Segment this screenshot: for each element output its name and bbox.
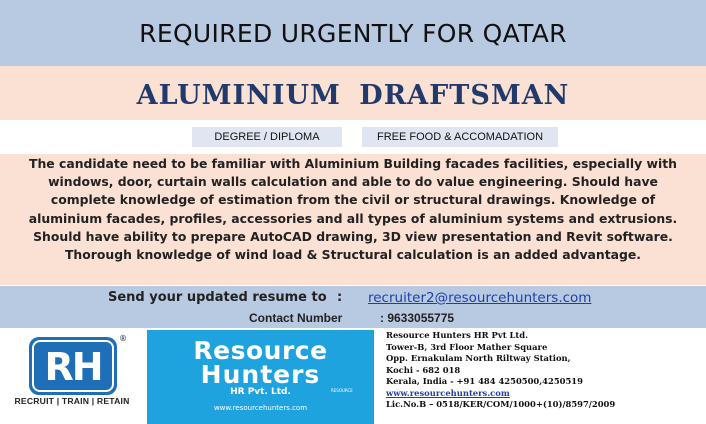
description-line: windows, door, curtain walls calculation and able to do value engineering. Should have	[48, 174, 658, 190]
description-line: The candidate need to be familiar with Aluminium Building facades facilities, especially with	[29, 156, 677, 171]
logo-word-resource: Resource	[193, 336, 328, 365]
rh-logo-icon	[28, 336, 118, 396]
logo-company-suffix: HR Pvt. Ltd.	[230, 387, 291, 397]
registered-mark: ®	[119, 334, 127, 343]
send-resume-colon: :	[337, 290, 343, 305]
resource-hunters-logo	[147, 330, 374, 424]
contact-number-label: Contact Number	[249, 311, 343, 325]
address-line: Tower-B, 3rd Floor Mather Square	[386, 341, 548, 352]
rh-tagline: RECRUIT | TRAIN | RETAIN	[14, 396, 130, 406]
licence-number: Lic.No.B – 0518/KER/COM/1000+(10)/8597/2009	[386, 399, 616, 409]
job-title: ALUMINIUM DRAFTSMAN	[136, 80, 570, 111]
address-company: Resource Hunters HR Pvt Ltd.	[386, 330, 529, 340]
job-description	[6, 155, 700, 264]
page-title: REQUIRED URGENTLY FOR QATAR	[139, 19, 567, 48]
rh-mark: RH	[44, 345, 102, 389]
benefit-tag: FREE FOOD & ACCOMADATION	[362, 127, 558, 147]
logo-small-mark: RESOURCE	[331, 388, 353, 393]
contact-band	[0, 286, 706, 328]
send-resume-label: Send your updated resume to	[108, 290, 327, 305]
address-line: Opp. Ernakulam North Riltway Station,	[386, 353, 571, 363]
address-website-link[interactable]: www.resourcehunters.com	[386, 387, 510, 398]
description-line: Thorough knowledge of wind load & Structural calculation is an added advantage.	[64, 247, 642, 263]
email-link[interactable]: recruiter2@resourcehunters.com	[368, 290, 592, 306]
contact-number: : 9633055775	[380, 311, 455, 325]
company-address	[386, 330, 704, 411]
address-line: Kochi - 682 018	[386, 364, 461, 375]
description-line: complete knowledge of estimation from the civil or structural drawings. Knowledge of	[50, 192, 656, 208]
qualification-tag: DEGREE / DIPLOMA	[192, 127, 342, 147]
description-line: Should have ability to prepare AutoCAD drawing, 3D view presentation and Revit software.	[33, 228, 673, 244]
logo-word-hunters: Hunters	[200, 360, 321, 389]
logo-website: www.resourcehunters.com	[213, 404, 308, 412]
address-line: Kerala, India - +91 484 4250500,4250519	[386, 376, 583, 386]
description-line: aluminium facades, profiles, accessories and all types of aluminium systems and extrusions.	[28, 210, 678, 226]
